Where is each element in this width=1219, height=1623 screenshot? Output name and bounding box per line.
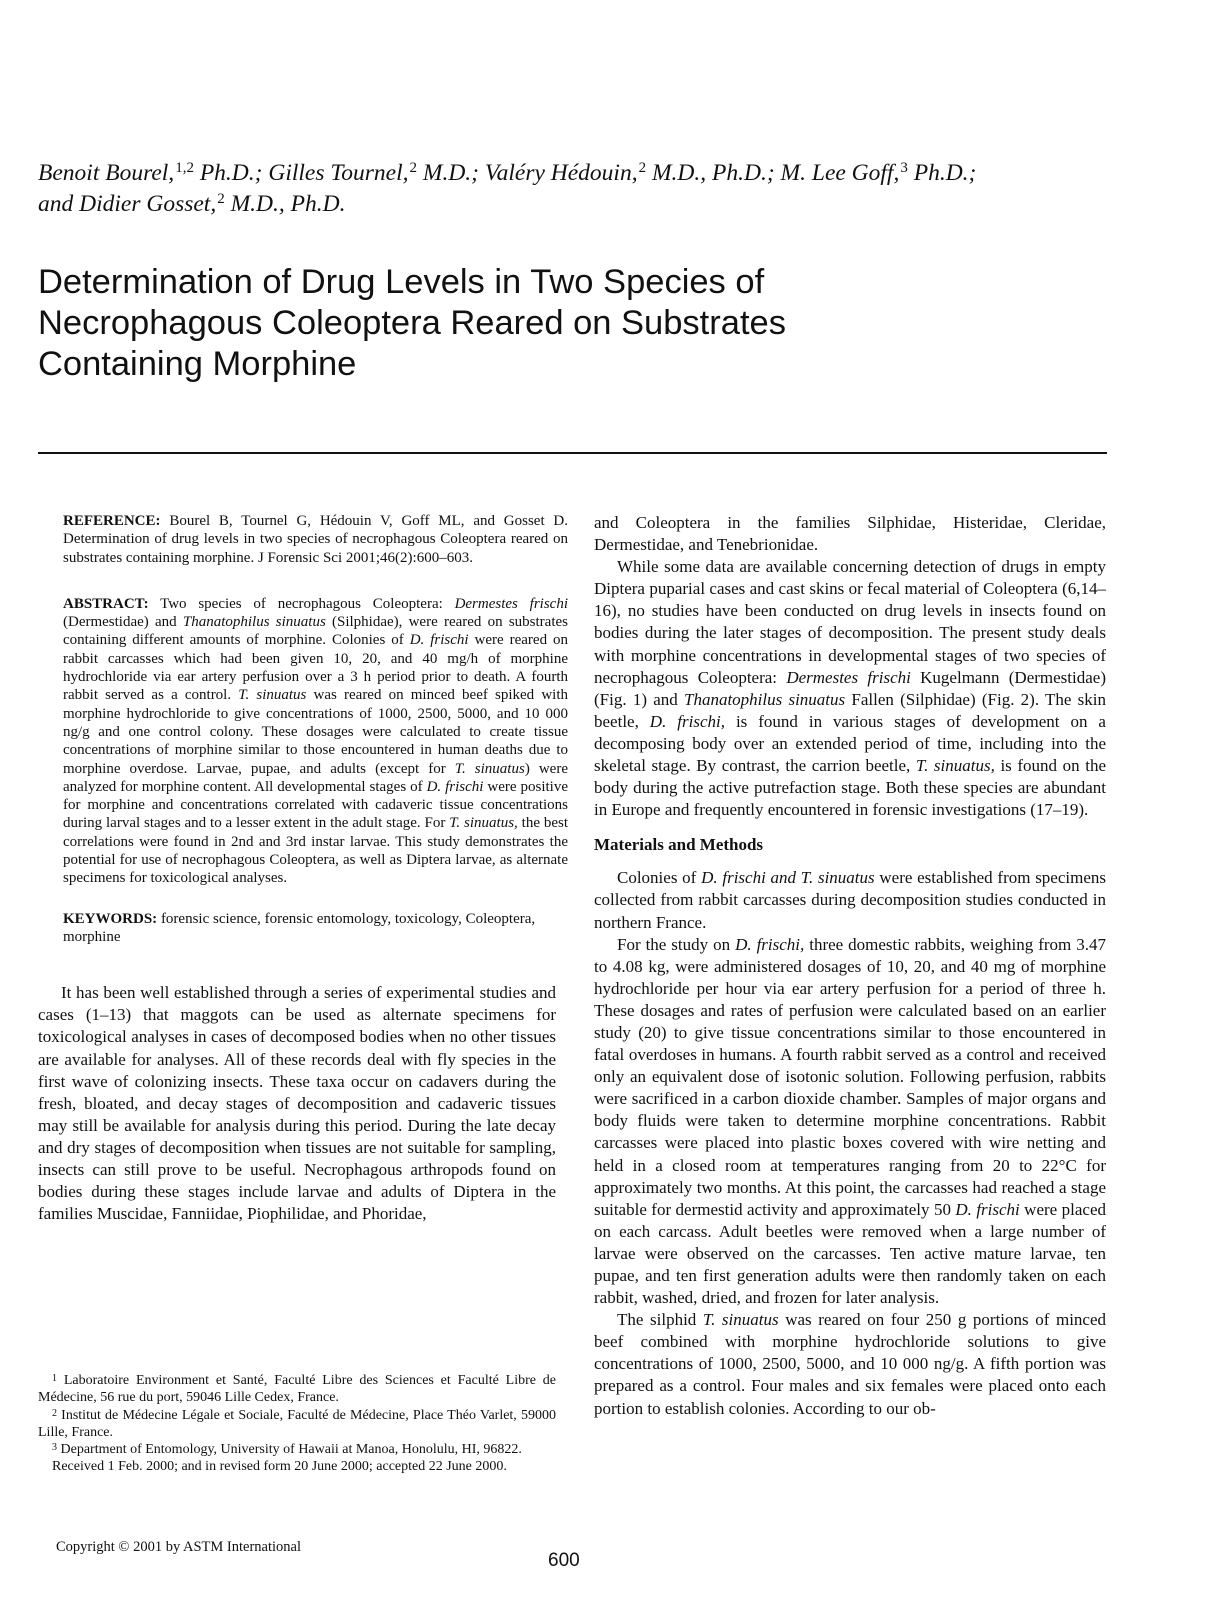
body-text: were placed on each carcass. Adult beetles were removed when a large number of larvae were observed on the carcasses. Ten active mature larvae, ten pupae, and ten first generation adults were then randomly taken on each rabbit, washed, dried, and frozen for later analysis. [594, 1199, 1106, 1308]
abstract-text: Two species of necrophagous Coleoptera: [160, 595, 455, 612]
title-line: Determination of Drug Levels in Two Species of [38, 263, 765, 301]
species-name: Thanatophilus sinuatus [683, 689, 846, 709]
body-text: Fallen (Silphidae) (Fig. 2). The skin beetle, [594, 689, 1106, 731]
footnote-text: Institut de Médecine Légale et Sociale, Faculté de Médecine, Place Théo Varlet, 59000 Lille, France. [38, 1407, 556, 1440]
affiliation-mark: 1,2 [175, 160, 194, 176]
body-text: three domestic rabbits, weighing from 3.47 to 4.08 kg, were administered dosages of 10, 20, and 40 mg of morphine hydrochloride per hour via ear artery perfusion for a period of three h. These dosages and rates of perfusion were calculated based on an earlier study (20) to give tissue concentrations similar to those encountered in fatal overdoses in humans. A fourth rabbit served as a control and received only an equivalent dose of isotonic solution. Following perfusion, rabbits were sacrificed in a carbon dioxide chamber. Samples of major organs and body fluids were taken to determine morphine concentrations. Rabbit carcasses were placed into plastic boxes covered with wire netting and held in a closed room at temperatures ranging from 20 to 22°C for approximately two months. At this point, the carcasses had reached a stage suitable for dermestid activity and approximately 50 [594, 934, 1106, 1219]
author-name: Benoit Bourel, [38, 160, 175, 186]
author-name: and Didier Gosset, [38, 191, 217, 217]
species-name: D. frischi [409, 632, 469, 649]
species-name: T. sinuatus, [449, 815, 518, 832]
footnote-text: Department of Entomology, University of Hawaii at Manoa, Honolulu, HI, 96822. [57, 1442, 522, 1458]
title-rule [38, 452, 1107, 454]
body-text: While some data are available concerning detection of drugs in empty Diptera puparial cases and cast skins or fecal material of Coleoptera (6,14–16), no studies have been conducted on drug levels in insects found on bodies during the later stages of decomposition. The present study deals with morphine concentrations in developmental stages of two species of necrophagous Coleoptera: [594, 557, 1106, 687]
species-name: T. sinuatus, [915, 756, 995, 776]
body-paragraph [594, 934, 1106, 1310]
abstract-text: (Silphidae), were reared on substrates containing different amounts of morphine. Colonies of [63, 614, 568, 649]
body-text: is found on the body during the active putrefaction stage. Both these species are abundant in Europe and frequently encountered in forensic investigations (17–19). [594, 756, 1106, 820]
abstract-text: were positive for morphine and concentrations correlated with cadaveric tissue concentrations during larval stages and to a lesser extent in the adult stage. For [63, 778, 568, 832]
author-degree: Ph.D.; [907, 160, 977, 186]
reference-label: REFERENCE: [63, 513, 161, 529]
body-text: were established from specimens collected from rabbit carcasses during decomposition studies conducted in northern France. [594, 868, 1107, 932]
species-name: Dermestes frischi [454, 595, 568, 612]
paper-title [38, 262, 1138, 385]
species-name: D. frischi [955, 1199, 1020, 1219]
copyright-notice: Copyright © 2001 by ASTM International [56, 1539, 302, 1555]
section-heading: Materials and Methods [594, 835, 764, 855]
affiliation-mark: 2 [638, 160, 647, 176]
species-name: T. sinuatus [238, 687, 307, 704]
reference-block [63, 512, 568, 567]
body-text: is found in various stages of development on a decomposing body over an extended period of time, including into the skeletal stage. By contrast, the carrion beetle, [594, 711, 1106, 776]
footnote-mark: 3 [52, 1442, 57, 1454]
abstract-block [63, 595, 568, 888]
body-text: Kugelmann (Dermestidae) (Fig. 1) and [594, 667, 1106, 709]
species-name: Thanatophilus sinuatus [182, 614, 326, 631]
left-column [38, 512, 569, 1225]
reference-text: Bourel B, Tournel G, Hédouin V, Goff ML, and Gosset D. Determination of drug levels in two species of necrophagous Coleoptera reared on substrates containing morphine. J Forensic Sci 2001;46(2):600–603. [63, 513, 568, 566]
author-name: M. Lee Goff, [780, 160, 900, 186]
page-number: 600 [548, 1550, 580, 1571]
author-degree: M.D., Ph.D. [224, 191, 346, 217]
species-name: D. frischi, [649, 711, 725, 731]
species-name: T. sinuatus [454, 760, 525, 777]
body-paragraph: It has been well established through a series of experimental studies and cases (1–13) that maggots can be used as alternate specimens for toxicological analyses in cases of decomposed bodies when no other tissues are available for analyses. All of these records deal with fly species in the first wave of colonizing insects. These taxa occur on cadavers during the fresh, bloated, and decay stages of decomposition and cadaveric tissues may still be available for analysis during this period. During the late decay and dry stages of decomposition when tissues are not suitable for sampling, insects can still prove to be useful. Necrophagous arthropods found on bodies during these stages include larvae and adults of Diptera in the families Muscidae, Fanniidae, Piophilidae, and Phoridae, [38, 983, 556, 1224]
body-paragraph [594, 867, 1106, 933]
author-degree: Ph.D.; [193, 160, 269, 186]
species-name: Dermestes frischi [786, 667, 911, 687]
author-degree: M.D.; [417, 160, 485, 186]
body-text: was reared on four 250 g portions of minced beef combined with morphine hydrochloride solutions to give concentrations of 1000, 2500, 5000, and 10 000 ng/g. A fifth portion was prepared as a control. Four males and six females were placed onto each portion to establish colonies. According to our ob- [594, 1310, 1107, 1418]
footnote-mark: 2 [52, 1407, 57, 1419]
body-text: Colonies of [617, 868, 702, 888]
body-paragraph [594, 1309, 1106, 1419]
affiliation-mark: 3 [900, 160, 908, 176]
footnote [38, 1407, 556, 1442]
keywords-label: KEYWORDS: [63, 910, 158, 927]
body-paragraph: and Coleoptera in the families Silphidae, Histeridae, Cleridae, Dermestidae, and Tenebrionidae. [594, 513, 1106, 555]
abstract-text: the best correlations were found in 2nd and 3rd instar larvae. This study demonstrates the potential for use of necrophagous Coleoptera, as well as Diptera larvae, as alternate specimens for toxicological analyses. [63, 815, 568, 887]
footnote-text: Laboratoire Environment et Santé, Faculté Libre des Sciences et Faculté Libre de Médecine, 56 rue du port, 59046 Lille Cedex, France. [38, 1373, 556, 1406]
author-name: Gilles Tournel, [268, 160, 409, 186]
intro-section [38, 982, 556, 1225]
species-name: D. frischi [426, 778, 484, 795]
footnote [38, 1372, 556, 1407]
footnotes [38, 1372, 556, 1476]
species-name: D. frischi and T. sinuatus [701, 868, 875, 888]
species-name: D. frischi, [735, 934, 805, 954]
author-name: Valéry Hédouin, [484, 160, 638, 186]
abstract-label: ABSTRACT: [63, 595, 149, 612]
keywords-block [63, 910, 568, 947]
affiliation-mark: 2 [409, 160, 417, 176]
abstract-text: (Dermestidae) and [63, 614, 183, 631]
body-text: For the study on [617, 934, 736, 954]
abstract-text: was reared on minced beef spiked with morphine hydrochloride to give concentrations of 1000, 2500, 5000, and 10 000 ng/g and one control colony. These dosages were calculated to create tissue concentrations of morphine similar to those encountered in human deaths due to morphine overdose. Larvae, pupae, and adults (except for [63, 687, 568, 777]
species-name: T. sinuatus [702, 1310, 779, 1330]
author-degree: M.D., Ph.D.; [646, 160, 781, 186]
right-column [594, 512, 1106, 1420]
abstract-text: were reared on rabbit carcasses which had been given 10, 20, and 40 mg/h of morphine hydrochloride via ear artery perfusion over a 3 h period prior to death. A fourth rabbit served as a control. [63, 632, 569, 704]
affiliation-mark: 2 [217, 191, 225, 207]
title-line: Necrophagous Coleoptera Reared on Substrates [38, 304, 786, 342]
keywords-text: forensic science, forensic entomology, toxicology, Coleoptera, morphine [63, 910, 536, 945]
footnote-mark: 1 [52, 1373, 57, 1384]
body-paragraph [594, 556, 1106, 821]
author-list [38, 158, 1138, 220]
footnote [38, 1441, 556, 1458]
received-dates: Received 1 Feb. 2000; and in revised form 20 June 2000; accepted 22 June 2000. [52, 1459, 507, 1475]
abstract-text: ) were analyzed for morphine content. All developmental stages of [63, 760, 568, 795]
title-line: Containing Morphine [38, 345, 357, 383]
body-text: The silphid [617, 1310, 703, 1330]
